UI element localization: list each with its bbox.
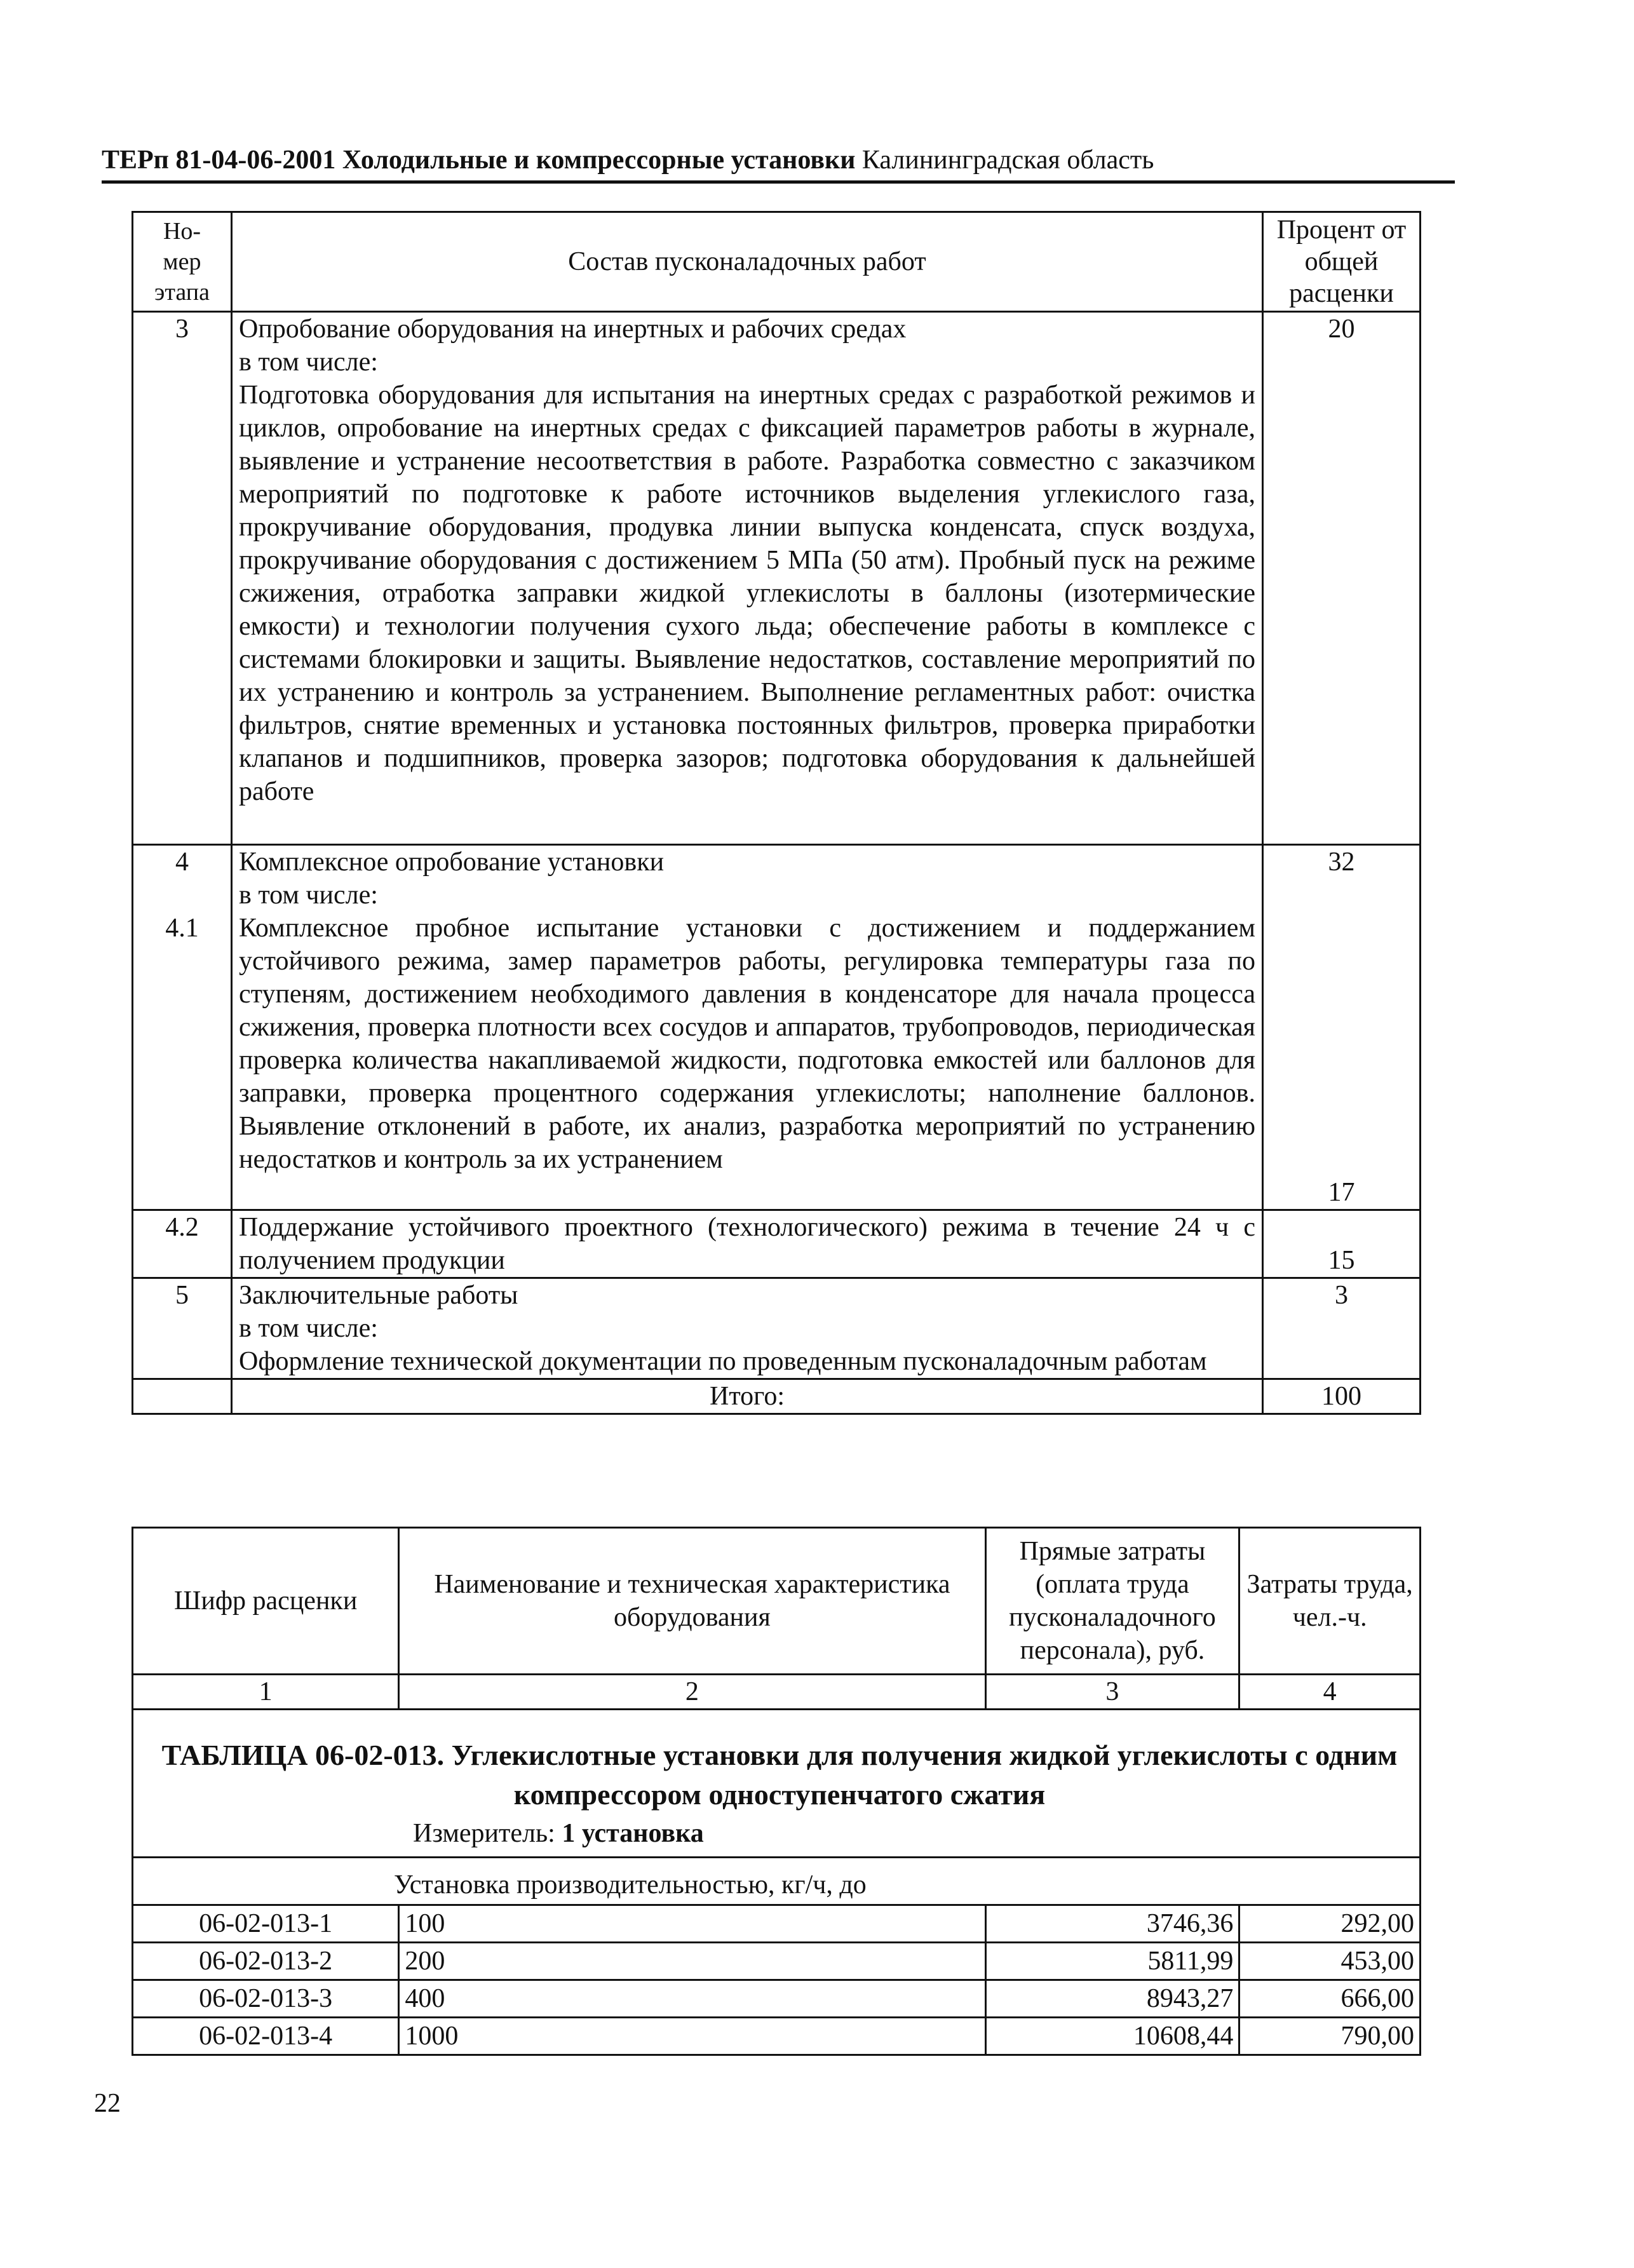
labor-cost: 453,00: [1239, 1943, 1421, 1980]
stage-title: Заключительные работы: [239, 1281, 518, 1310]
stage-percent: 3: [1263, 1278, 1421, 1379]
column-number: 4: [1239, 1675, 1421, 1710]
table-row: [133, 2018, 1421, 2055]
direct-cost: 10608,44: [985, 2018, 1239, 2055]
header-rule: [102, 180, 1455, 184]
price-code: 06-02-013-4: [133, 2018, 399, 2055]
column-number: 1: [133, 1675, 399, 1710]
price-table-header: [133, 1528, 1421, 1675]
stages-table-header: [133, 212, 1421, 312]
price-code: 06-02-013-3: [133, 1980, 399, 2018]
col-work-header: Состав пусконаладочных работ: [232, 212, 1263, 312]
column-number: 2: [399, 1675, 985, 1710]
stage-description: [232, 1278, 1263, 1379]
stage-description: Поддержание устойчивого проектного (технологического) режима в течение 24 ч с получением продукции: [232, 1210, 1263, 1278]
stage-subnumber: 4.1: [165, 914, 199, 943]
col-name-header: Наименование и техническая характеристика оборудования: [399, 1528, 985, 1675]
stage-number: 3: [133, 312, 232, 845]
stage-description: [232, 845, 1263, 1210]
direct-cost: 5811,99: [985, 1943, 1239, 1980]
stage-subtitle: в том числе:: [239, 348, 378, 377]
stage-title: Опробование оборудования на инертных и рабочих средах: [239, 314, 907, 344]
table-row: [133, 312, 1421, 845]
measure-label: Измеритель:: [413, 1819, 555, 1848]
table-row: [133, 1905, 1421, 1943]
stage-number: 5: [133, 1278, 232, 1379]
page-header: [102, 144, 1455, 177]
stage-percent: 15: [1263, 1210, 1421, 1278]
page-number: 22: [94, 2089, 121, 2118]
measure-value: 1 установка: [562, 1819, 704, 1848]
col-direct-cost-header: Прямые затраты (оплата труда пусконаладочного персонала), руб.: [985, 1528, 1239, 1675]
capacity: 1000: [399, 2018, 985, 2055]
price-table: [132, 1527, 1421, 2056]
capacity: 200: [399, 1943, 985, 1980]
labor-cost: 292,00: [1239, 1905, 1421, 1943]
document-code: ТЕРп 81-04-06-2001: [102, 145, 336, 175]
price-code: 06-02-013-1: [133, 1905, 399, 1943]
stage-subtitle: в том числе:: [239, 1314, 378, 1343]
table-row: [133, 1943, 1421, 1980]
measure-unit: [152, 1814, 1407, 1853]
group-row: [133, 1858, 1421, 1905]
capacity: 400: [399, 1980, 985, 2018]
stage-subtitle: в том числе:: [239, 881, 378, 910]
price-code: 06-02-013-2: [133, 1943, 399, 1980]
stage-text: Подготовка оборудования для испытания на инертных средах с разработкой режимов и циклов, опробование на инертных средах с фиксацией параметров работы в журнале, выявление и устранение несоответствия в работе. Разработка совместно с заказчиком мероприятий по подготовке к работе источников выделения углекислого газа, прокручивание оборудования, продувка линии выпуска конденсата, спуск воздуха, прокручивание оборудования с достижением 5 МПа (50 атм). Пробный пуск на режиме сжижения, отработка заправки жидкой углекислоты в баллоны (изотермические емкости) и технологии получения сухого льда; обеспечение работы в комплексе с системами блокировки и защиты. Выявление недостатков, составление мероприятий по их устранению и контроль за устранением. Выполнение регламентных работ: очистка фильтров, снятие временных и установка постоянных фильтров, проверка приработки клапанов и подшипников, проверка зазоров; подготовка оборудования к дальнейшей работе: [239, 381, 1255, 806]
document-title: Холодильные и компрессорные установки: [342, 145, 856, 175]
total-label: Итого:: [232, 1379, 1263, 1414]
labor-cost: 666,00: [1239, 1980, 1421, 2018]
column-number: 3: [985, 1675, 1239, 1710]
total-value: 100: [1263, 1379, 1421, 1414]
total-row: [133, 1379, 1421, 1414]
stage-text: Оформление технической документации по проведенным пусконаладочным работам: [239, 1347, 1207, 1376]
table-row: [133, 1210, 1421, 1278]
table-row: [133, 1980, 1421, 2018]
direct-cost: 3746,36: [985, 1905, 1239, 1943]
group-label: Установка производительностью, кг/ч, до: [133, 1858, 1421, 1905]
stage-text: Комплексное пробное испытание установки с достижением и поддержанием устойчивого режима, замер параметров работы, регулировка температуры газа по ступеням, достижением необходимого давления в конденсаторе для начала процесса сжижения, проверка плотности всех сосудов и аппаратов, трубопроводов, периодическая проверка количества накапливаемой жидкости, подготовка емкостей или баллонов для заправки, проверка процентного содержания углекислоты; наполнение баллонов. Выявление отклонений в работе, их анализ, разработка мероприятий по устранению недостатков и контроль за их устранением: [239, 914, 1255, 1174]
stage-description: [232, 312, 1263, 845]
labor-cost: 790,00: [1239, 2018, 1421, 2055]
stage-subpercent: 17: [1328, 1178, 1355, 1207]
document-region: Калининградская область: [861, 145, 1154, 175]
stage-percent: 32 17: [1263, 845, 1421, 1210]
column-numbers-row: [133, 1675, 1421, 1710]
col-stage-header: Но- мер этапа: [133, 212, 232, 312]
table-title: ТАБЛИЦА 06-02-013. Углекислотные установки для получения жидкой углекислоты с одним компрессором одноступенчатого сжатия: [161, 1739, 1398, 1811]
table-row: [133, 845, 1421, 1210]
col-code-header: Шифр расценки: [133, 1528, 399, 1675]
stage-number: 4 4.1: [133, 845, 232, 1210]
stage-number: 4.2: [133, 1210, 232, 1278]
stage-percent: 20: [1263, 312, 1421, 845]
table-title-row: [133, 1710, 1421, 1858]
stage-title: Комплексное опробование установки: [239, 847, 665, 877]
direct-cost: 8943,27: [985, 1980, 1239, 2018]
stages-table: [132, 211, 1421, 1415]
table-row: [133, 1278, 1421, 1379]
col-labor-header: Затраты труда, чел.-ч.: [1239, 1528, 1421, 1675]
col-percent-header: Процент от общей расценки: [1263, 212, 1421, 312]
capacity: 100: [399, 1905, 985, 1943]
